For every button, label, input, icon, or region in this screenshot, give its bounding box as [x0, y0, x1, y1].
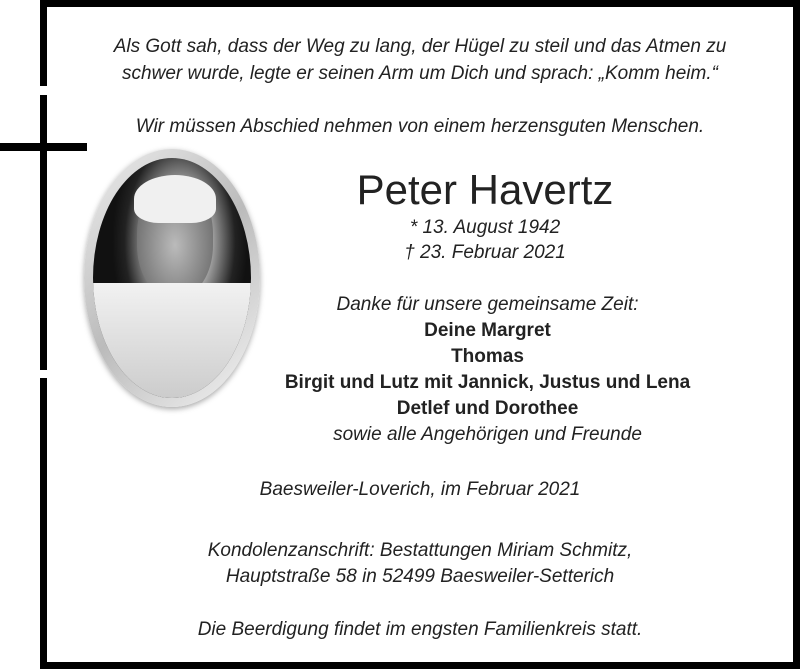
- mourner-4: Detlef und Dorothee: [396, 398, 579, 419]
- cross-vertical: [40, 95, 47, 370]
- frame-right: [793, 0, 800, 669]
- death-date: † 23. Februar 2021: [404, 242, 566, 263]
- mourner-3: Birgit und Lutz mit Jannick, Justus und Lena: [284, 372, 691, 393]
- portrait-photo: [84, 149, 260, 407]
- frame-bottom: [40, 662, 800, 669]
- frame-left-lower: [40, 378, 47, 669]
- condolence-line-1: Kondolenzanschrift: Bestattungen Miriam Schmitz,: [207, 540, 633, 561]
- condolence-line-2: Hauptstraße 58 in 52499 Baesweiler-Setterich: [225, 566, 615, 587]
- mourner-2: Thomas: [451, 346, 524, 367]
- thanks-text: Danke für unsere gemeinsame Zeit:: [336, 294, 639, 315]
- quote-line-2: schwer wurde, legte er seinen Arm um Dich und sprach: „Komm heim.“: [122, 63, 718, 84]
- mourner-1: Deine Margret: [424, 320, 551, 341]
- place-date: Baesweiler-Loverich, im Februar 2021: [259, 479, 581, 500]
- frame-left-upper: [40, 0, 47, 86]
- cross-horizontal: [0, 143, 87, 151]
- quote-line-1: Als Gott sah, dass der Weg zu lang, der Hügel zu steil und das Atmen zu: [113, 36, 727, 57]
- frame-top: [40, 0, 800, 7]
- relatives-text: sowie alle Angehörigen und Freunde: [333, 424, 642, 445]
- farewell-text: Wir müssen Abschied nehmen von einem herzensguten Menschen.: [135, 116, 705, 137]
- funeral-text: Die Beerdigung findet im engsten Familienkreis statt.: [197, 619, 643, 640]
- birth-date: * 13. August 1942: [409, 217, 561, 238]
- deceased-name: Peter Havertz: [356, 166, 614, 213]
